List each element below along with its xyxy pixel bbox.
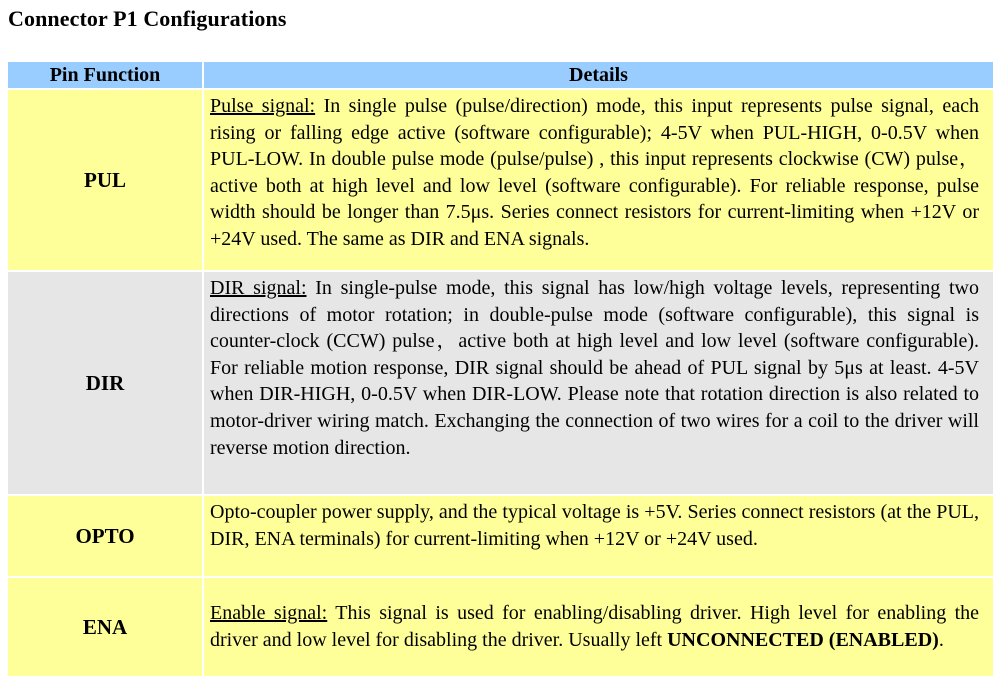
table-row-dir <box>7 271 994 495</box>
pin-details <box>203 577 994 677</box>
details-label: Pulse signal: <box>210 95 316 117</box>
table-header-row <box>7 61 994 89</box>
header-pin-function: Pin Function <box>7 61 203 89</box>
pin-name: PUL <box>7 89 203 271</box>
details-text: In single pulse (pulse/direction) mode, this input represents pulse signal, each rising or falling edge active (software configurable); 4-5V when PUL-HIGH, 0-0.5V when PUL-LOW. In double pulse mode (pulse/pulse) , this input represents clockwise (CW) pulse，active both at high level and low level (software configurable). For reliable response, pulse width should be longer than 7.5μs. Series connect resistors for current-limiting when +12V or +24V used. The same as DIR and ENA signals. <box>210 95 980 250</box>
table-row-pul <box>7 89 994 271</box>
details-end: . <box>938 629 944 651</box>
pin-details <box>203 89 994 271</box>
page-title: Connector P1 Configurations <box>8 6 287 31</box>
connector-table <box>6 60 995 678</box>
pin-details <box>203 495 994 577</box>
pin-name: DIR <box>7 271 203 495</box>
pin-name: OPTO <box>7 495 203 577</box>
details-emphasis: UNCONNECTED (ENABLED) <box>667 629 939 651</box>
table-row-ena <box>7 577 994 677</box>
details-text: Opto-coupler power supply, and the typical voltage is +5V. Series connect resistors (at the PUL, DIR, ENA terminals) for current-limiting when +12V or +24V used. <box>210 501 979 550</box>
pin-details <box>203 271 994 495</box>
details-text: In single-pulse mode, this signal has low/high voltage levels, representing two directions of motor rotation; in double-pulse mode (software configurable), this signal is counter-clock (CCW) pulse，active both at high level and low level (software configurable). For reliable motion response, DIR signal should be ahead of PUL signal by 5μs at least. 4-5V when DIR-HIGH, 0-0.5V when DIR-LOW. Please note that rotation direction is also related to motor-driver wiring match. Exchanging the connection of two wires for a coil to the driver will reverse motion direction. <box>210 277 979 459</box>
pin-name: ENA <box>7 577 203 677</box>
details-label: Enable signal: <box>210 602 328 625</box>
table-row-opto <box>7 495 994 577</box>
header-details: Details <box>203 61 994 89</box>
details-text: This signal is used for enabling/disabling driver. High level for enabling the driver and low level for disabling the driver. Usually left <box>210 602 980 651</box>
details-label: DIR signal: <box>210 277 307 299</box>
